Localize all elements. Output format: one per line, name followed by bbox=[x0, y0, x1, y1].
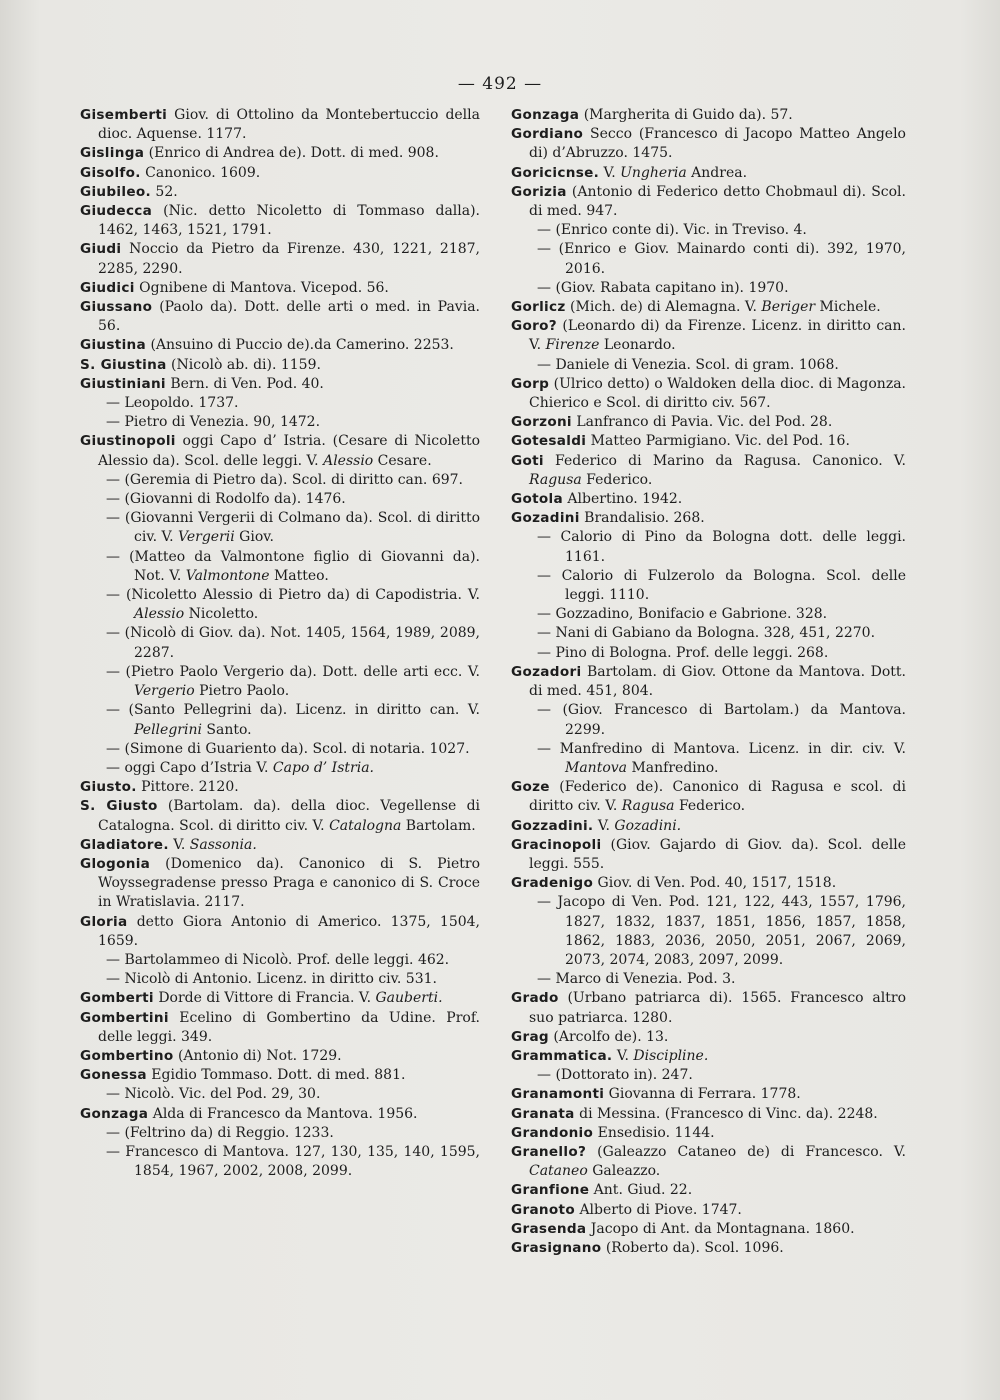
entry-text: Ant. Giud. 22. bbox=[589, 1182, 693, 1199]
entry-headword: Gozadori bbox=[511, 663, 582, 680]
entry-text-after: Bartolam. bbox=[401, 817, 476, 834]
entry-text: — Nani di Gabiano da Bologna. 328, 451, 2270. bbox=[537, 625, 876, 642]
entry-headword: Gorzoni bbox=[511, 414, 572, 431]
index-subentry bbox=[80, 970, 480, 989]
entry-headword: Giudici bbox=[80, 279, 135, 296]
entry-text-after: Andrea. bbox=[686, 164, 748, 181]
index-entry bbox=[511, 1239, 906, 1258]
entry-text: Brandalisio. 268. bbox=[579, 510, 705, 527]
entry-headword: Gozzadini. bbox=[511, 817, 594, 834]
entry-text: Ecelino di Gombertino da Udine. Prof. delle leggi. 349. bbox=[98, 1009, 480, 1045]
entry-headword: Gladiatore. bbox=[80, 836, 169, 853]
index-entry bbox=[511, 1201, 906, 1220]
index-subentry bbox=[80, 471, 480, 490]
entry-text: (Roberto da). Scol. 1096. bbox=[601, 1239, 784, 1256]
left-column bbox=[80, 106, 480, 1181]
entry-text: Matteo Parmigiano. Vic. del Pod. 16. bbox=[586, 433, 850, 450]
index-entry bbox=[511, 1124, 906, 1143]
entry-headword: Giustinopoli bbox=[80, 433, 176, 450]
entry-headword: Gombertini bbox=[80, 1009, 169, 1026]
entry-text: — Daniele di Venezia. Scol. di gram. 1068. bbox=[537, 356, 839, 373]
entry-headword: Giubileo. bbox=[80, 183, 151, 200]
entry-headword: Gislinga bbox=[80, 145, 145, 162]
index-subentry bbox=[80, 413, 480, 432]
entry-headword: Gotesaldi bbox=[511, 433, 587, 450]
entry-text: Lanfranco di Pavia. Vic. del Pod. 28. bbox=[571, 414, 833, 431]
index-entry bbox=[80, 144, 480, 163]
entry-text: (Galeazzo Cataneo de) di Francesco. V. bbox=[586, 1143, 906, 1160]
index-subentry bbox=[80, 490, 480, 509]
entry-text-after: Matteo. bbox=[269, 567, 329, 584]
entry-text: Jacopo di Ant. da Montagnana. 1860. bbox=[586, 1220, 855, 1237]
entry-text-after: Nicoletto. bbox=[184, 606, 259, 623]
entry-text: — (Enrico conte di). Vic. in Treviso. 4. bbox=[537, 222, 807, 239]
entry-text-after: Giov. bbox=[234, 529, 274, 546]
entry-text: (Antonio di Federico detto Chobmaul di). Scol. di med. 947. bbox=[529, 183, 906, 220]
entry-text: (Arcolfo de). 13. bbox=[548, 1028, 669, 1045]
entry-text: — (Enrico e Giov. Mainardo conti di). 392, 1970, 2016. bbox=[537, 241, 906, 277]
entry-text: — Pino di Bologna. Prof. delle leggi. 268. bbox=[537, 644, 829, 661]
entry-text-after: Galeazzo. bbox=[587, 1163, 661, 1180]
entry-text: V. bbox=[599, 164, 621, 181]
index-entry bbox=[511, 432, 906, 451]
index-entry bbox=[511, 317, 906, 355]
index-subentry bbox=[80, 548, 480, 586]
entry-cross-reference: Vergerii bbox=[178, 529, 235, 546]
entry-cross-reference: Ragusa bbox=[621, 798, 675, 815]
entry-headword: Giustiniani bbox=[80, 375, 166, 392]
entry-text: Albertino. 1942. bbox=[562, 491, 683, 508]
entry-text: (Enrico di Andrea de). Dott. di med. 908. bbox=[144, 145, 439, 162]
entry-text: Ognibene di Mantova. Vicepod. 56. bbox=[134, 279, 389, 296]
entry-text: Alberto di Piove. 1747. bbox=[575, 1201, 742, 1218]
entry-cross-reference: Capo d’ Istria. bbox=[272, 759, 374, 776]
entry-text-after: Cesare. bbox=[373, 452, 432, 469]
entry-text: (Nic. detto Nicoletto di Tommaso dalla). 1462, 1463, 1521, 1791. bbox=[98, 203, 480, 239]
index-subentry bbox=[80, 394, 480, 413]
entry-text: Federico di Marino da Ragusa. Canonico. V. bbox=[543, 452, 906, 469]
entry-headword: Granello? bbox=[511, 1143, 587, 1160]
entry-text: Bartolam. di Giov. Ottone da Mantova. Dott. di med. 451, 804. bbox=[529, 663, 906, 700]
entry-text: — (Nicoletto Alessio di Pietro da) di Capodistria. V. bbox=[106, 587, 480, 604]
index-entry bbox=[80, 164, 480, 183]
entry-text: — (Giov. Francesco di Bartolam.) da Mantova. 2299. bbox=[537, 702, 906, 738]
index-subentry bbox=[511, 279, 906, 298]
entry-text: Giov. di Ottolino da Montebertuccio della dioc. Aquense. 1177. bbox=[98, 107, 480, 143]
entry-text: — Marco di Venezia. Pod. 3. bbox=[537, 971, 736, 988]
entry-text: (Bartolam. da). della dioc. Vegellense di Catalogna. Scol. di diritto civ. V. bbox=[98, 798, 481, 834]
index-subentry bbox=[80, 586, 480, 624]
index-entry bbox=[80, 836, 480, 855]
entry-text: — Nicolò di Antonio. Licenz. in diritto civ. 531. bbox=[106, 971, 437, 988]
entry-text: Egidio Tommaso. Dott. di med. 881. bbox=[146, 1067, 406, 1084]
entry-text: (Leonardo di) da Firenze. Licenz. in diritto can. V. bbox=[529, 318, 906, 354]
entry-headword: Gracinopoli bbox=[511, 836, 602, 853]
index-subentry bbox=[80, 951, 480, 970]
index-entry bbox=[511, 164, 906, 183]
entry-text: — (Giov. Rabata capitano in). 1970. bbox=[537, 279, 789, 296]
entry-text: — Leopoldo. 1737. bbox=[106, 395, 239, 412]
index-subentry bbox=[80, 663, 480, 701]
entry-headword: Granfione bbox=[511, 1182, 590, 1199]
entry-text: V. bbox=[593, 817, 615, 834]
entry-headword: Gombertino bbox=[80, 1047, 174, 1064]
entry-headword: Gorizia bbox=[511, 183, 567, 200]
entry-text: oggi Capo d’ Istria. (Cesare di Nicoletto Alessio da). Scol. delle leggi. V. bbox=[98, 433, 480, 469]
index-subentry bbox=[511, 1066, 906, 1085]
index-entry bbox=[511, 413, 906, 432]
index-entry bbox=[80, 298, 480, 336]
entry-text: (Ansuino di Puccio de).da Camerino. 2253. bbox=[146, 337, 454, 354]
entry-text-after: Santo. bbox=[201, 721, 252, 738]
index-subentry bbox=[80, 740, 480, 759]
index-entry bbox=[511, 1047, 906, 1066]
entry-text: — (Nicolò di Giov. da). Not. 1405, 1564, 1989, 2089, 2287. bbox=[106, 625, 480, 661]
index-subentry bbox=[80, 1143, 480, 1181]
entry-text: — Pietro di Venezia. 90, 1472. bbox=[106, 414, 321, 431]
index-entry bbox=[511, 298, 906, 317]
entry-headword: Giustina bbox=[80, 337, 146, 354]
entry-headword: Giusto. bbox=[80, 779, 137, 796]
entry-text: — (Simone di Guariento da). Scol. di notaria. 1027. bbox=[106, 740, 470, 757]
index-entry bbox=[80, 279, 480, 298]
entry-headword: Grag bbox=[511, 1028, 549, 1045]
right-column bbox=[511, 106, 906, 1258]
entry-cross-reference: Valmontone bbox=[185, 567, 270, 584]
entry-cross-reference: Alessio bbox=[323, 452, 374, 469]
entry-text: Pittore. 2120. bbox=[136, 779, 239, 796]
entry-headword: Gonessa bbox=[80, 1067, 147, 1084]
entry-cross-reference: Ragusa bbox=[529, 471, 582, 488]
entry-text: (Margherita di Guido da). 57. bbox=[579, 107, 793, 123]
entry-text: (Domenico da). Canonico di S. Pietro Woyssegradense presso Praga e canonico di S. Croce in Wratislavia. 2117. bbox=[98, 855, 480, 911]
index-entry bbox=[511, 1085, 906, 1104]
index-subentry bbox=[80, 759, 480, 778]
entry-headword: Gisolfo. bbox=[80, 164, 141, 181]
entry-text: Giovanna di Ferrara. 1778. bbox=[604, 1086, 801, 1103]
entry-headword: Granata bbox=[511, 1105, 575, 1122]
index-entry bbox=[80, 1009, 480, 1047]
index-subentry bbox=[511, 240, 906, 278]
index-entry bbox=[511, 989, 906, 1027]
entry-headword: Grandonio bbox=[511, 1124, 594, 1141]
entry-headword: Goro? bbox=[511, 318, 557, 335]
entry-text: — Gozzadino, Bonifacio e Gabrione. 328. bbox=[537, 606, 828, 623]
entry-headword: Gonzaga bbox=[511, 107, 580, 123]
index-entry bbox=[511, 1220, 906, 1239]
index-entry bbox=[511, 375, 906, 413]
entry-headword: Gorp bbox=[511, 375, 550, 392]
entry-headword: Goricicnse. bbox=[511, 164, 600, 181]
entry-cross-reference: Beriger bbox=[761, 299, 816, 316]
index-subentry bbox=[511, 893, 906, 970]
entry-cross-reference: Cataneo bbox=[529, 1163, 588, 1180]
index-subentry bbox=[511, 567, 906, 605]
entry-text: Canonico. 1609. bbox=[140, 164, 261, 181]
entry-cross-reference: Catalogna bbox=[329, 817, 402, 834]
index-entry bbox=[80, 202, 480, 240]
entry-headword: Gonzaga bbox=[80, 1105, 149, 1122]
entry-headword: Gradenigo bbox=[511, 875, 594, 892]
index-entry bbox=[511, 778, 906, 816]
index-subentry bbox=[511, 528, 906, 566]
index-subentry bbox=[511, 221, 906, 240]
entry-cross-reference: Sassonia. bbox=[189, 836, 257, 853]
index-entry bbox=[80, 432, 480, 470]
entry-headword: Gisemberti bbox=[80, 107, 168, 123]
entry-text-after: Leonardo. bbox=[599, 337, 676, 354]
entry-text: 52. bbox=[150, 183, 178, 200]
entry-headword: Giudecca bbox=[80, 203, 153, 220]
entry-text: (Mich. de) di Alemagna. V. bbox=[565, 299, 762, 316]
entry-text: — Manfredino di Mantova. Licenz. in dir. civ. V. bbox=[537, 740, 906, 757]
entry-text-after: Manfredino. bbox=[627, 759, 719, 776]
index-subentry bbox=[80, 701, 480, 739]
index-entry bbox=[511, 452, 906, 490]
entry-text-after: Federico. bbox=[674, 798, 746, 815]
index-entry bbox=[80, 1047, 480, 1066]
index-entry bbox=[80, 183, 480, 202]
entry-text: — Bartolammeo di Nicolò. Prof. delle leggi. 462. bbox=[106, 951, 450, 968]
entry-headword: Glogonia bbox=[80, 855, 151, 872]
index-entry bbox=[511, 663, 906, 701]
entry-headword: Gloria bbox=[80, 913, 128, 930]
entry-text: detto Giora Antonio di Americo. 1375, 1504, 1659. bbox=[98, 913, 480, 949]
index-entry bbox=[80, 356, 480, 375]
entry-text: (Antonio di) Not. 1729. bbox=[173, 1047, 342, 1064]
entry-headword: Granoto bbox=[511, 1201, 575, 1218]
entry-cross-reference: Mantova bbox=[565, 759, 628, 776]
entry-headword: Gozadini bbox=[511, 510, 580, 527]
entry-text: — (Dottorato in). 247. bbox=[537, 1067, 693, 1084]
entry-headword: S. Giustina bbox=[80, 356, 167, 373]
index-entry bbox=[511, 106, 906, 125]
entry-text: Noccio da Pietro da Firenze. 430, 1221, 2187, 2285, 2290. bbox=[98, 241, 480, 277]
entry-headword: Gordiano bbox=[511, 126, 584, 143]
index-subentry bbox=[511, 624, 906, 643]
index-entry bbox=[511, 1105, 906, 1124]
page-number: — 492 — bbox=[457, 74, 543, 94]
entry-cross-reference: Firenze bbox=[545, 337, 600, 354]
entry-text-after: Michele. bbox=[815, 299, 881, 316]
index-entry bbox=[511, 125, 906, 163]
entry-headword: Gorlicz bbox=[511, 299, 566, 316]
entry-text-after: Federico. bbox=[581, 471, 653, 488]
index-subentry bbox=[80, 1124, 480, 1143]
entry-text: (Giov. Gajardo di Giov. da). Scol. delle leggi. 555. bbox=[529, 836, 906, 872]
index-entry bbox=[80, 797, 480, 835]
entry-text: — Calorio di Fulzerolo da Bologna. Scol. delle leggi. 1110. bbox=[537, 567, 906, 604]
entry-headword: Gomberti bbox=[80, 990, 154, 1007]
index-subentry bbox=[511, 740, 906, 778]
entry-headword: Goze bbox=[511, 779, 550, 796]
entry-text: — (Pietro Paolo Vergerio da). Dott. delle arti ecc. V. bbox=[106, 663, 480, 680]
entry-headword: Grammatica. bbox=[511, 1047, 613, 1064]
index-subentry bbox=[80, 509, 480, 547]
entry-text: (Federico de). Canonico di Ragusa e scol. di diritto civ. V. bbox=[529, 779, 906, 815]
entry-headword: Grado bbox=[511, 990, 559, 1007]
entry-headword: Granamonti bbox=[511, 1086, 605, 1103]
entry-headword: Grasignano bbox=[511, 1239, 602, 1256]
entry-headword: S. Giusto bbox=[80, 798, 158, 815]
index-subentry bbox=[511, 644, 906, 663]
entry-text: — Nicolò. Vic. del Pod. 29, 30. bbox=[106, 1086, 321, 1103]
index-entry bbox=[511, 817, 906, 836]
entry-text: di Messina. (Francesco di Vinc. da). 2248. bbox=[574, 1105, 878, 1122]
entry-text: — (Geremia di Pietro da). Scol. di diritto can. 697. bbox=[106, 471, 463, 488]
entry-headword: Gotola bbox=[511, 491, 563, 508]
index-subentry bbox=[511, 356, 906, 375]
index-entry bbox=[511, 490, 906, 509]
index-entry bbox=[80, 240, 480, 278]
index-entry bbox=[511, 836, 906, 874]
entry-text: (Ulrico detto) o Waldoken della dioc. di Magonza. Chierico e Scol. di diritto civ. 567. bbox=[529, 375, 906, 412]
entry-cross-reference: Discipline. bbox=[633, 1047, 709, 1064]
index-entry bbox=[80, 855, 480, 913]
entry-text: — Calorio di Pino da Bologna dott. delle leggi. 1161. bbox=[537, 529, 906, 565]
index-subentry bbox=[511, 701, 906, 739]
index-entry bbox=[80, 1105, 480, 1124]
entry-cross-reference: Ungheria bbox=[620, 164, 687, 181]
entry-text: — Jacopo di Ven. Pod. 121, 122, 443, 1557, 1796, 1827, 1832, 1837, 1851, 1856, 1857, 1858, 1862, 1883, 2036, 2050, 2051, 2067, 2069, 2073, 2074, 2083, 2097, 2099. bbox=[537, 894, 906, 968]
entry-text: Alda di Francesco da Mantova. 1956. bbox=[148, 1105, 418, 1122]
entry-text: — (Matteo da Valmontone figlio di Giovanni da). Not. V. bbox=[106, 548, 480, 584]
index-entry bbox=[511, 183, 906, 221]
entry-cross-reference: Pellegrini bbox=[134, 721, 202, 738]
entry-text: Dorde di Vittore di Francia. V. bbox=[153, 990, 376, 1007]
index-subentry bbox=[80, 1085, 480, 1104]
index-entry bbox=[80, 106, 480, 144]
index-subentry bbox=[511, 605, 906, 624]
entry-cross-reference: Alessio bbox=[134, 606, 185, 623]
index-subentry bbox=[80, 624, 480, 662]
entry-text: — (Giovanni di Rodolfo da). 1476. bbox=[106, 491, 346, 508]
index-entry bbox=[80, 778, 480, 797]
entry-text: Bern. di Ven. Pod. 40. bbox=[165, 375, 324, 392]
entry-text: — (Santo Pellegrini da). Licenz. in diritto can. V. bbox=[106, 702, 480, 719]
entry-cross-reference: Gozadini. bbox=[614, 817, 682, 834]
index-entry bbox=[80, 1066, 480, 1085]
index-entry bbox=[511, 509, 906, 528]
entry-text: — (Giovanni Vergerii di Colmano da). Scol. di diritto civ. V. bbox=[106, 510, 480, 546]
entry-headword: Goti bbox=[511, 452, 544, 469]
index-entry bbox=[80, 336, 480, 355]
entry-text: (Paolo da). Dott. delle arti o med. in Pavia. 56. bbox=[98, 299, 480, 335]
entry-headword: Grasenda bbox=[511, 1220, 587, 1237]
index-entry bbox=[511, 1028, 906, 1047]
index-entry bbox=[511, 1181, 906, 1200]
entry-text-after: Pietro Paolo. bbox=[194, 683, 290, 700]
entry-headword: Giussano bbox=[80, 299, 153, 316]
entry-cross-reference: Gauberti. bbox=[375, 990, 443, 1007]
index-entry bbox=[511, 1143, 906, 1181]
entry-text: (Urbano patriarca di). 1565. Francesco altro suo patriarca. 1280. bbox=[529, 990, 906, 1026]
entry-text: (Nicolò ab. di). 1159. bbox=[166, 356, 321, 373]
entry-text: — Francesco di Mantova. 127, 130, 135, 140, 1595, 1854, 1967, 2002, 2008, 2099. bbox=[106, 1143, 480, 1180]
entry-cross-reference: Vergerio bbox=[134, 683, 195, 700]
entry-text: Ensedisio. 1144. bbox=[593, 1124, 715, 1141]
index-entry bbox=[511, 874, 906, 893]
index-entry bbox=[80, 913, 480, 951]
entry-text: V. bbox=[168, 836, 190, 853]
entry-text: Secco (Francesco di Jacopo Matteo Angelo di) d’Abruzzo. 1475. bbox=[529, 126, 906, 162]
entry-text: — oggi Capo d’Istria V. bbox=[106, 759, 273, 776]
index-entry bbox=[80, 989, 480, 1008]
index-entry bbox=[80, 375, 480, 394]
entry-text: — (Feltrino da) di Reggio. 1233. bbox=[106, 1124, 334, 1141]
entry-text: Giov. di Ven. Pod. 40, 1517, 1518. bbox=[593, 875, 837, 892]
index-subentry bbox=[511, 970, 906, 989]
entry-headword: Giudi bbox=[80, 241, 122, 258]
entry-text: V. bbox=[612, 1047, 634, 1064]
